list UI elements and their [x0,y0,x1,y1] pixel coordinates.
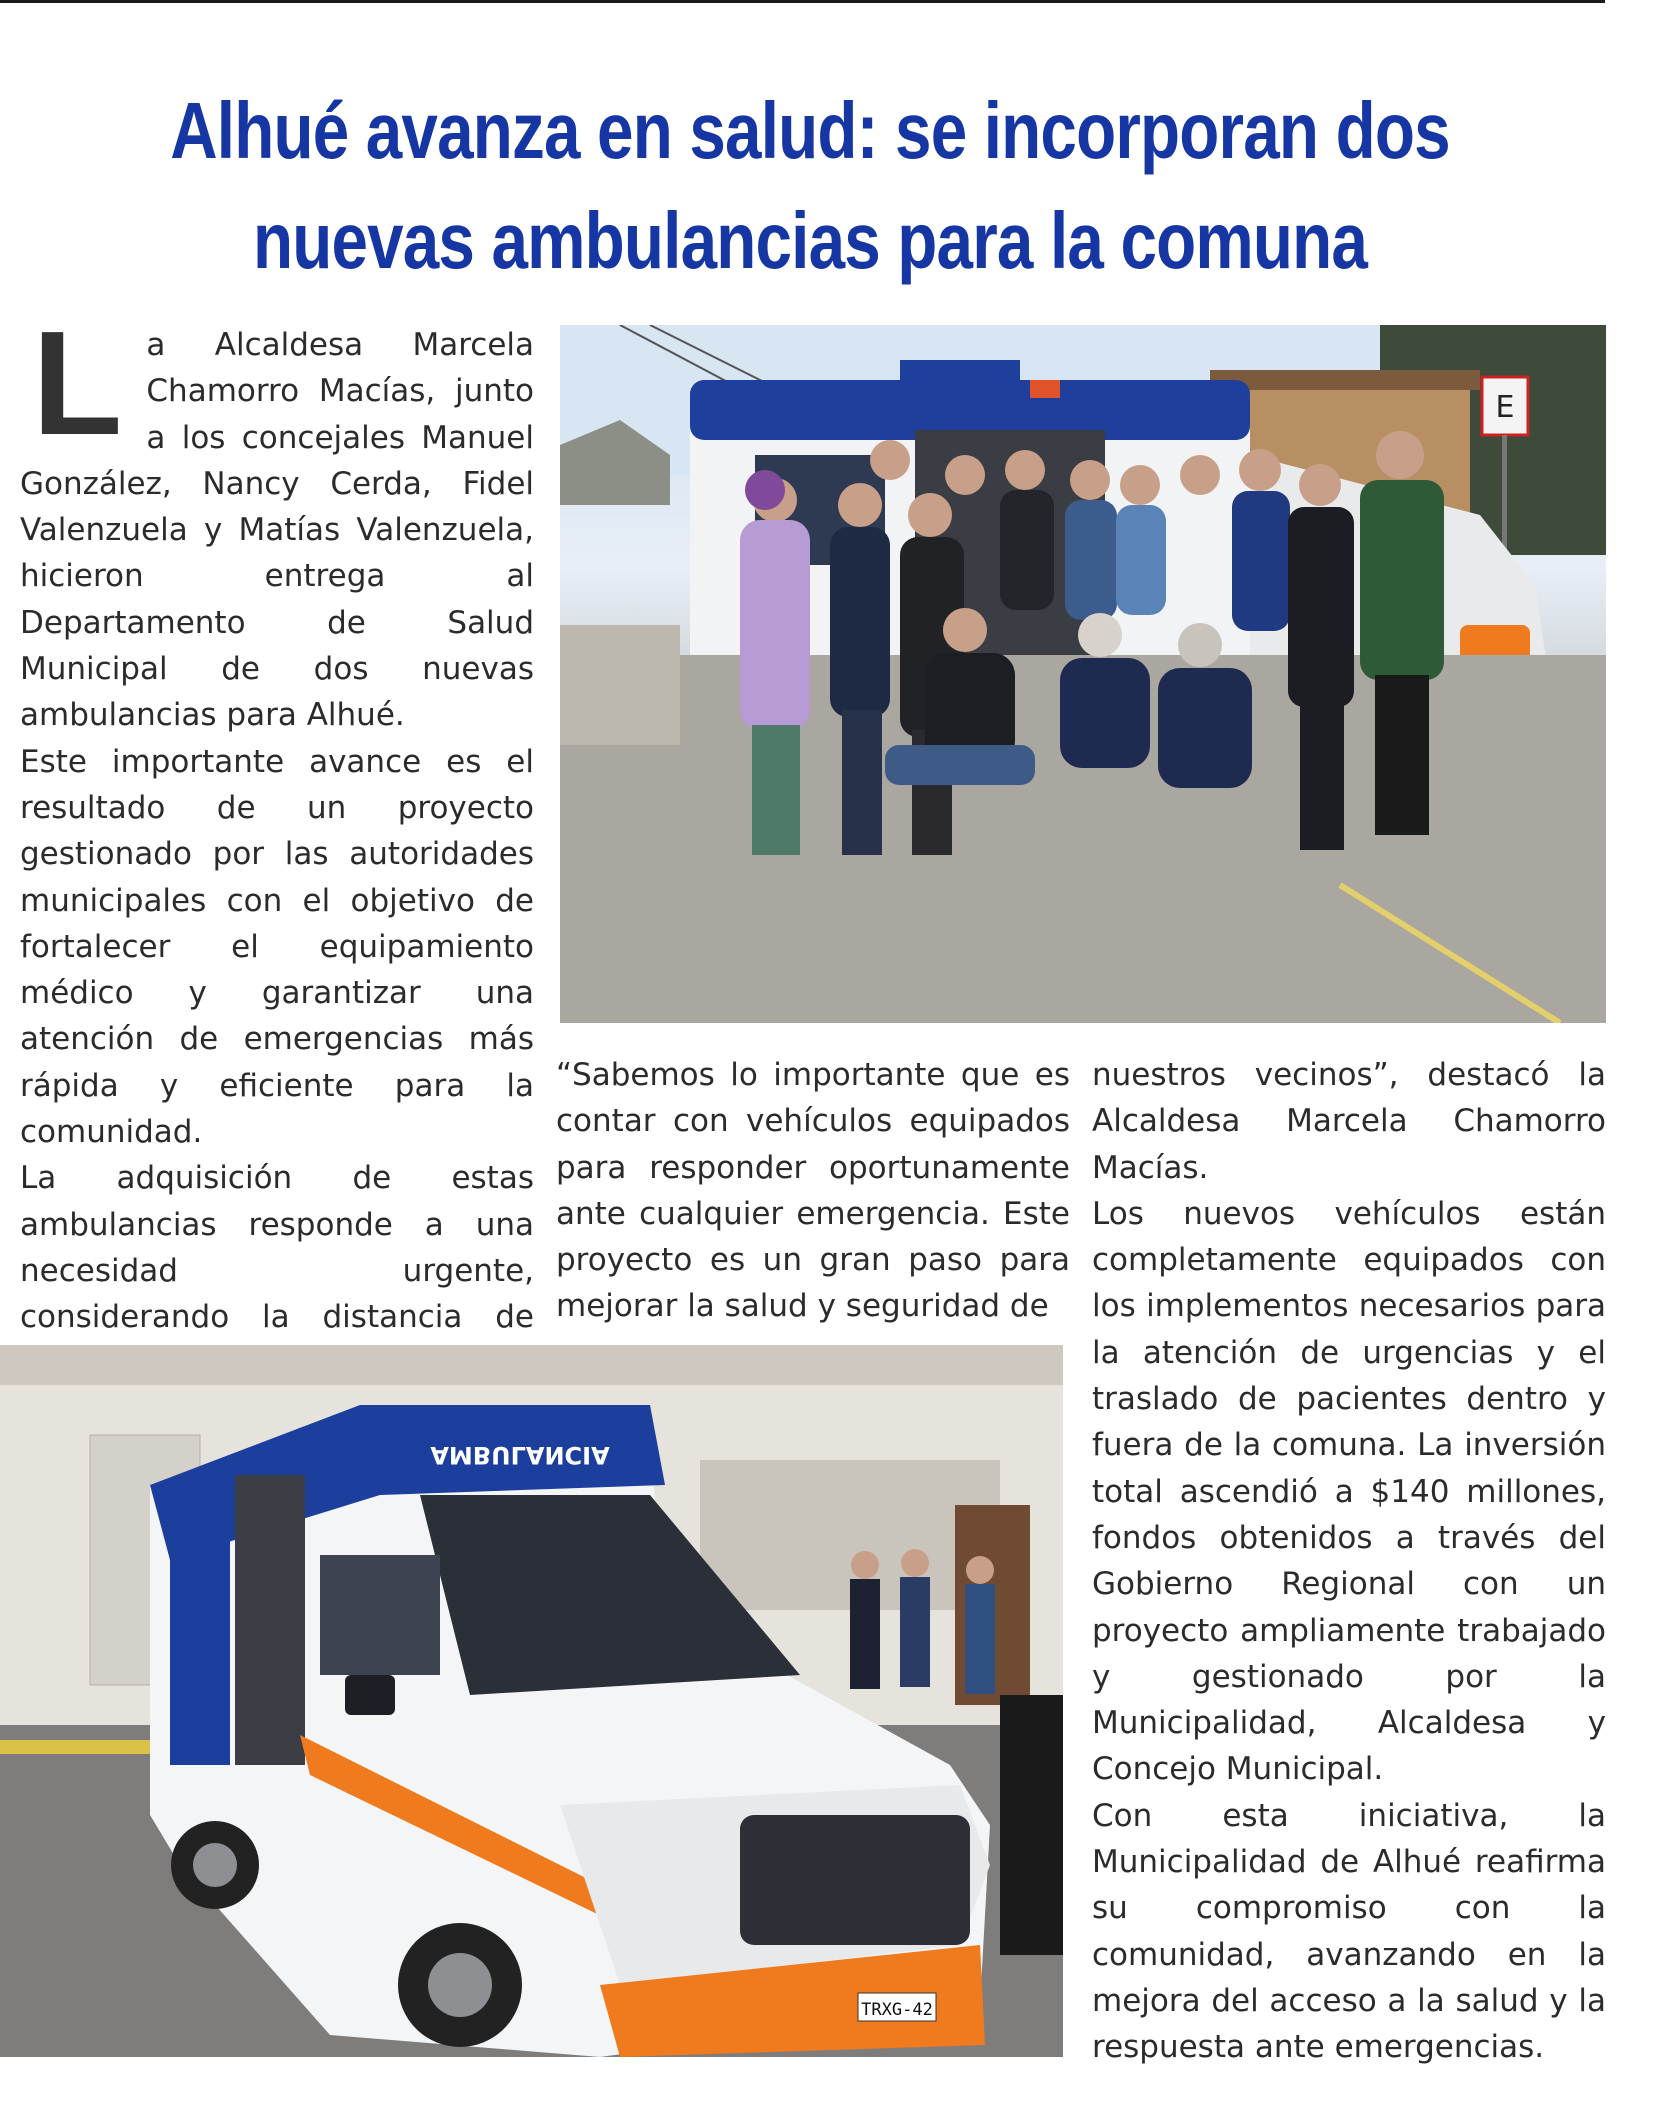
beanie [745,470,785,510]
person-jacket [830,527,890,717]
person-head [851,1551,879,1579]
article-column-2 [556,1052,1070,1330]
steps [560,625,680,745]
article-column-3 [1092,1052,1606,2071]
person-head [838,483,882,527]
paragraph-quote: “Sabemos lo importante que es contar con vehículos equipados para responder oportunamente ante cualquier emergencia. Este proyecto es un gran paso para mejorar la salud y seguridad de [556,1057,1070,1325]
license-plate-text: TRXG-42 [861,2000,933,2020]
person-jacket [1288,507,1354,707]
person-head [1239,449,1281,491]
ambulance-roof-box [900,360,1020,390]
person-jacket [1158,668,1252,788]
person-body [900,1577,930,1687]
person-head [1178,623,1222,667]
person-jacket [1000,490,1054,610]
wheel-rim [428,1953,492,2017]
person-purple-coat [740,520,810,730]
wall-top [0,1345,1063,1385]
ambulance-photo-illustration [0,1345,1063,2057]
person-head [1078,613,1122,657]
headline-line-1: Alhué avanza en salud: se incorporan dos [170,86,1450,175]
person-body [965,1584,995,1694]
person-head [1120,465,1160,505]
ambulance-roof-text: AMBULANCIA [430,1441,610,1469]
open-door [235,1475,305,1765]
person-jacket [1060,658,1150,768]
roof-light [1030,380,1060,398]
person-jacket [1065,500,1117,620]
person-legs [842,710,882,855]
paragraph-1 [20,301,534,739]
person-head [1180,455,1220,495]
article-column-1 [20,301,534,1433]
paragraph-1-text: a Alcaldesa Marcela Chamorro Macías, junto a los concejales Manuel González, Nancy Cerda, Fidel Valenzuela y Matías Valenzuela, hicieron entrega al Departamento de Salud Municipal de dos nuevas ambulancias para Alhué. [20,327,534,734]
person-head [945,455,985,495]
person-legs [1300,700,1344,850]
person-jacket [1232,491,1290,631]
headline [146,76,1474,296]
side-window [320,1555,440,1675]
person-head [966,1556,994,1584]
group-photo [560,325,1606,1023]
person-foreground [1000,1695,1063,1955]
person-legs [752,725,800,855]
person-jeans [885,745,1035,785]
person-head [870,440,910,480]
paragraph-3: La adquisición de estas ambulancias responde a una necesidad urgente, considerando la distancia de [20,1160,534,1336]
person-head [1299,464,1341,506]
person-head [1005,450,1045,490]
grille [740,1815,970,1945]
person-body [850,1579,880,1689]
paragraph-2: Este importante avance es el resultado de un proyecto gestionado por las autoridades municipales con el objetivo de fortalecer el equipamiento médico y garantizar una atención de emergencias más rápida y eficiente para la comunidad. [20,743,534,1151]
roof [1210,370,1480,390]
person-legs [1375,675,1429,835]
paragraph-closing: Con esta iniciativa, la Municipalidad de Alhué reafirma su compromiso con la comunidad, avanzando en la mejora del acceso a la salud y la respuesta ante emergencias. [1092,1797,1606,2066]
paragraph-vehicles: Los nuevos vehículos están completamente equipados con los implementos necesarios para la atención de urgencias y el traslado de pacientes dentro y fuera de la comuna. La inversión total ascendió a $140 millones, fondos obtenidos a través del Gobierno Regional con un proyecto ampliamente trabajado y gestionado por la Municipalidad, Alcaldesa y Concejo Municipal. [1092,1195,1606,1788]
person-head [1376,431,1424,479]
person-jacket [1116,505,1166,615]
side-mirror [345,1675,395,1715]
headline-line-2: nuevas ambulancias para la comuna [252,196,1368,285]
person-head [908,493,952,537]
group-photo-illustration [560,325,1606,1023]
parking-sign-letter: E [1495,390,1515,425]
wheel-rim [193,1843,237,1887]
paragraph-quote-end: nuestros vecinos”, destacó la Alcaldesa Marcela Chamorro Macías. [1092,1057,1606,1186]
ambulance-photo [0,1345,1063,2057]
person-head [1070,460,1110,500]
top-rule [0,0,1605,3]
person-head [943,608,987,652]
person-head [901,1549,929,1577]
drop-cap: L [32,301,123,466]
yellow-curb [0,1740,150,1754]
rear-door-blue [170,1505,230,1765]
person-green-jacket [1360,480,1444,680]
